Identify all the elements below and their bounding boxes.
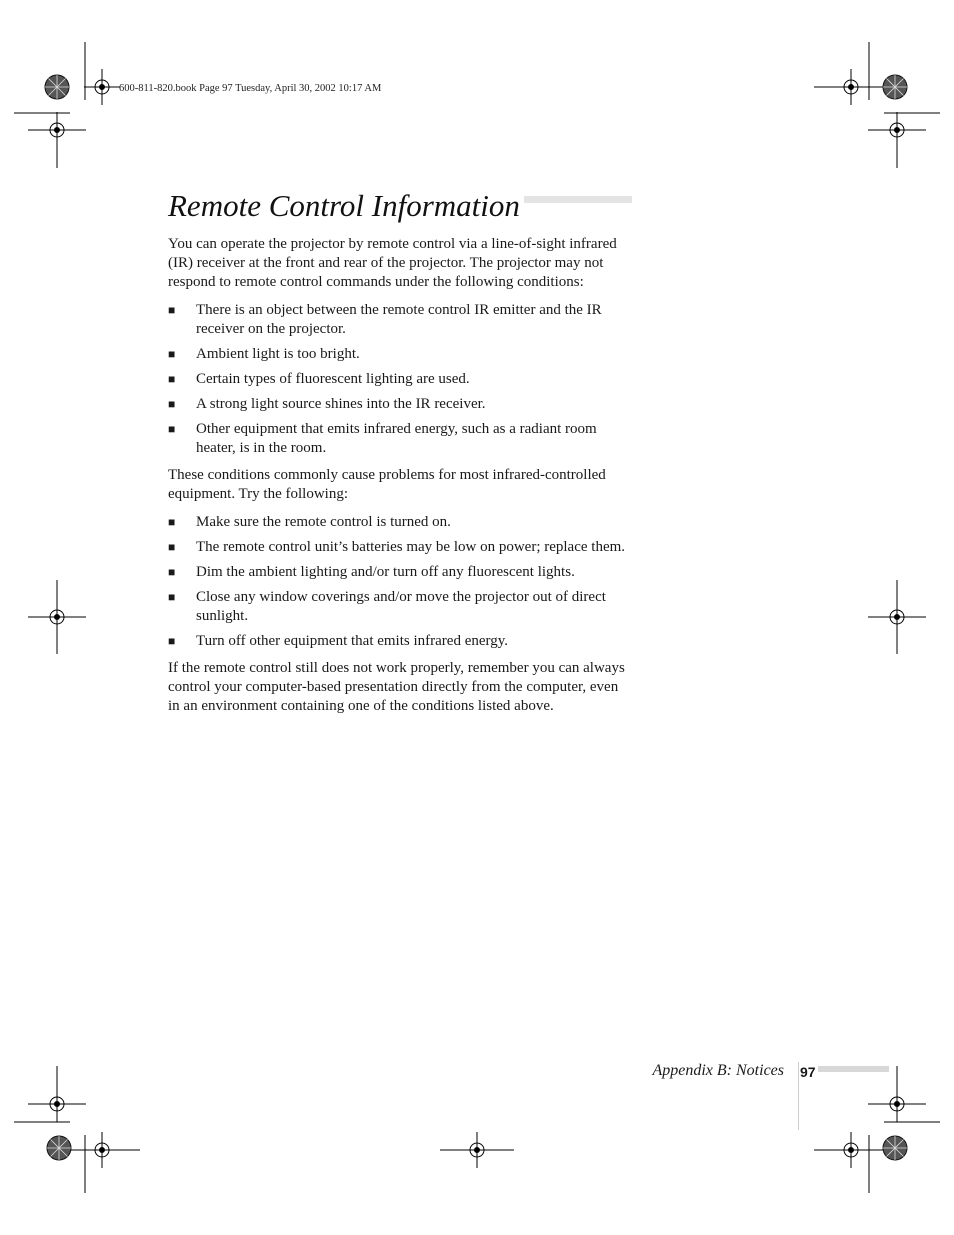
registration-crosshair-icon: [28, 1066, 86, 1122]
registration-crosshair-icon: [28, 580, 86, 654]
registration-crosshair-icon: [66, 1132, 140, 1168]
registration-crosshair-icon: [28, 112, 86, 168]
bullet-square-icon: ■: [168, 590, 176, 604]
bullet-square-icon: ■: [168, 397, 176, 411]
bullet-square-icon: ■: [168, 634, 176, 648]
list-item: ■ The remote control unit’s batteries may be low on power; replace them.: [168, 539, 626, 555]
print-slug: 600-811-820.book Page 97 Tuesday, April 30, 2002 10:17 AM: [119, 83, 382, 94]
registration-crosshair-icon: [868, 112, 926, 168]
bullet-square-icon: ■: [168, 515, 176, 529]
list-item: ■ Certain types of fluorescent lighting are used.: [168, 371, 470, 387]
page-number: 97: [800, 1064, 816, 1080]
intro-paragraph: You can operate the projector by remote control via a line-of-sight infrared (IR) receiver at the front and rear of the projector. The projector may not respond to remote control commands under the following conditions:: [168, 236, 617, 290]
bullet-square-icon: ■: [168, 540, 176, 554]
footer-section-label: Appendix B: Notices: [652, 1062, 784, 1079]
footer-rule: [798, 1062, 799, 1130]
closing-paragraph: If the remote control still does not work properly, remember you can always control your computer-based presentation directly from the computer, even in an environment containing one of the conditions listed above.: [168, 660, 625, 714]
registration-crosshair-icon: [868, 580, 926, 654]
bullet-square-icon: ■: [168, 372, 176, 386]
list-item: ■ A strong light source shines into the IR receiver.: [168, 396, 486, 412]
bullet-square-icon: ■: [168, 347, 176, 361]
list-item: ■ Make sure the remote control is turned on.: [168, 514, 451, 530]
list-item: ■ There is an object between the remote control IR emitter and the IR receiver on the projector.: [168, 302, 602, 337]
bullet-square-icon: ■: [168, 303, 176, 317]
footer-bar: [818, 1066, 889, 1072]
list-item: ■ Ambient light is too bright.: [168, 346, 360, 362]
bullet-square-icon: ■: [168, 422, 176, 436]
registration-crosshair-icon: [814, 69, 888, 105]
list-item: ■ Other equipment that emits infrared energy, such as a radiant room heater, is in the room.: [168, 421, 597, 456]
list-item: ■ Dim the ambient lighting and/or turn off any fluorescent lights.: [168, 564, 575, 580]
star-target-icon: [47, 1136, 71, 1160]
list-item: ■ Turn off other equipment that emits infrared energy.: [168, 633, 509, 649]
registration-crosshair-icon: [814, 1132, 888, 1168]
star-target-icon: [883, 1136, 907, 1160]
star-target-icon: [883, 75, 907, 99]
registration-crosshair-icon: [440, 1132, 514, 1168]
registration-crosshair-icon: [868, 1066, 926, 1122]
middle-paragraph: These conditions commonly cause problems for most infrared-controlled equipment. Try the following:: [168, 467, 606, 502]
star-target-icon: [45, 75, 69, 99]
list-item: ■ Close any window coverings and/or move the projector out of direct sunlight.: [168, 589, 606, 624]
remedies-list: [168, 513, 632, 657]
page-title: Remote Control Information: [168, 186, 524, 226]
registration-crosshair-icon: [84, 69, 120, 105]
bullet-square-icon: ■: [168, 565, 176, 579]
conditions-list: [168, 301, 632, 464]
